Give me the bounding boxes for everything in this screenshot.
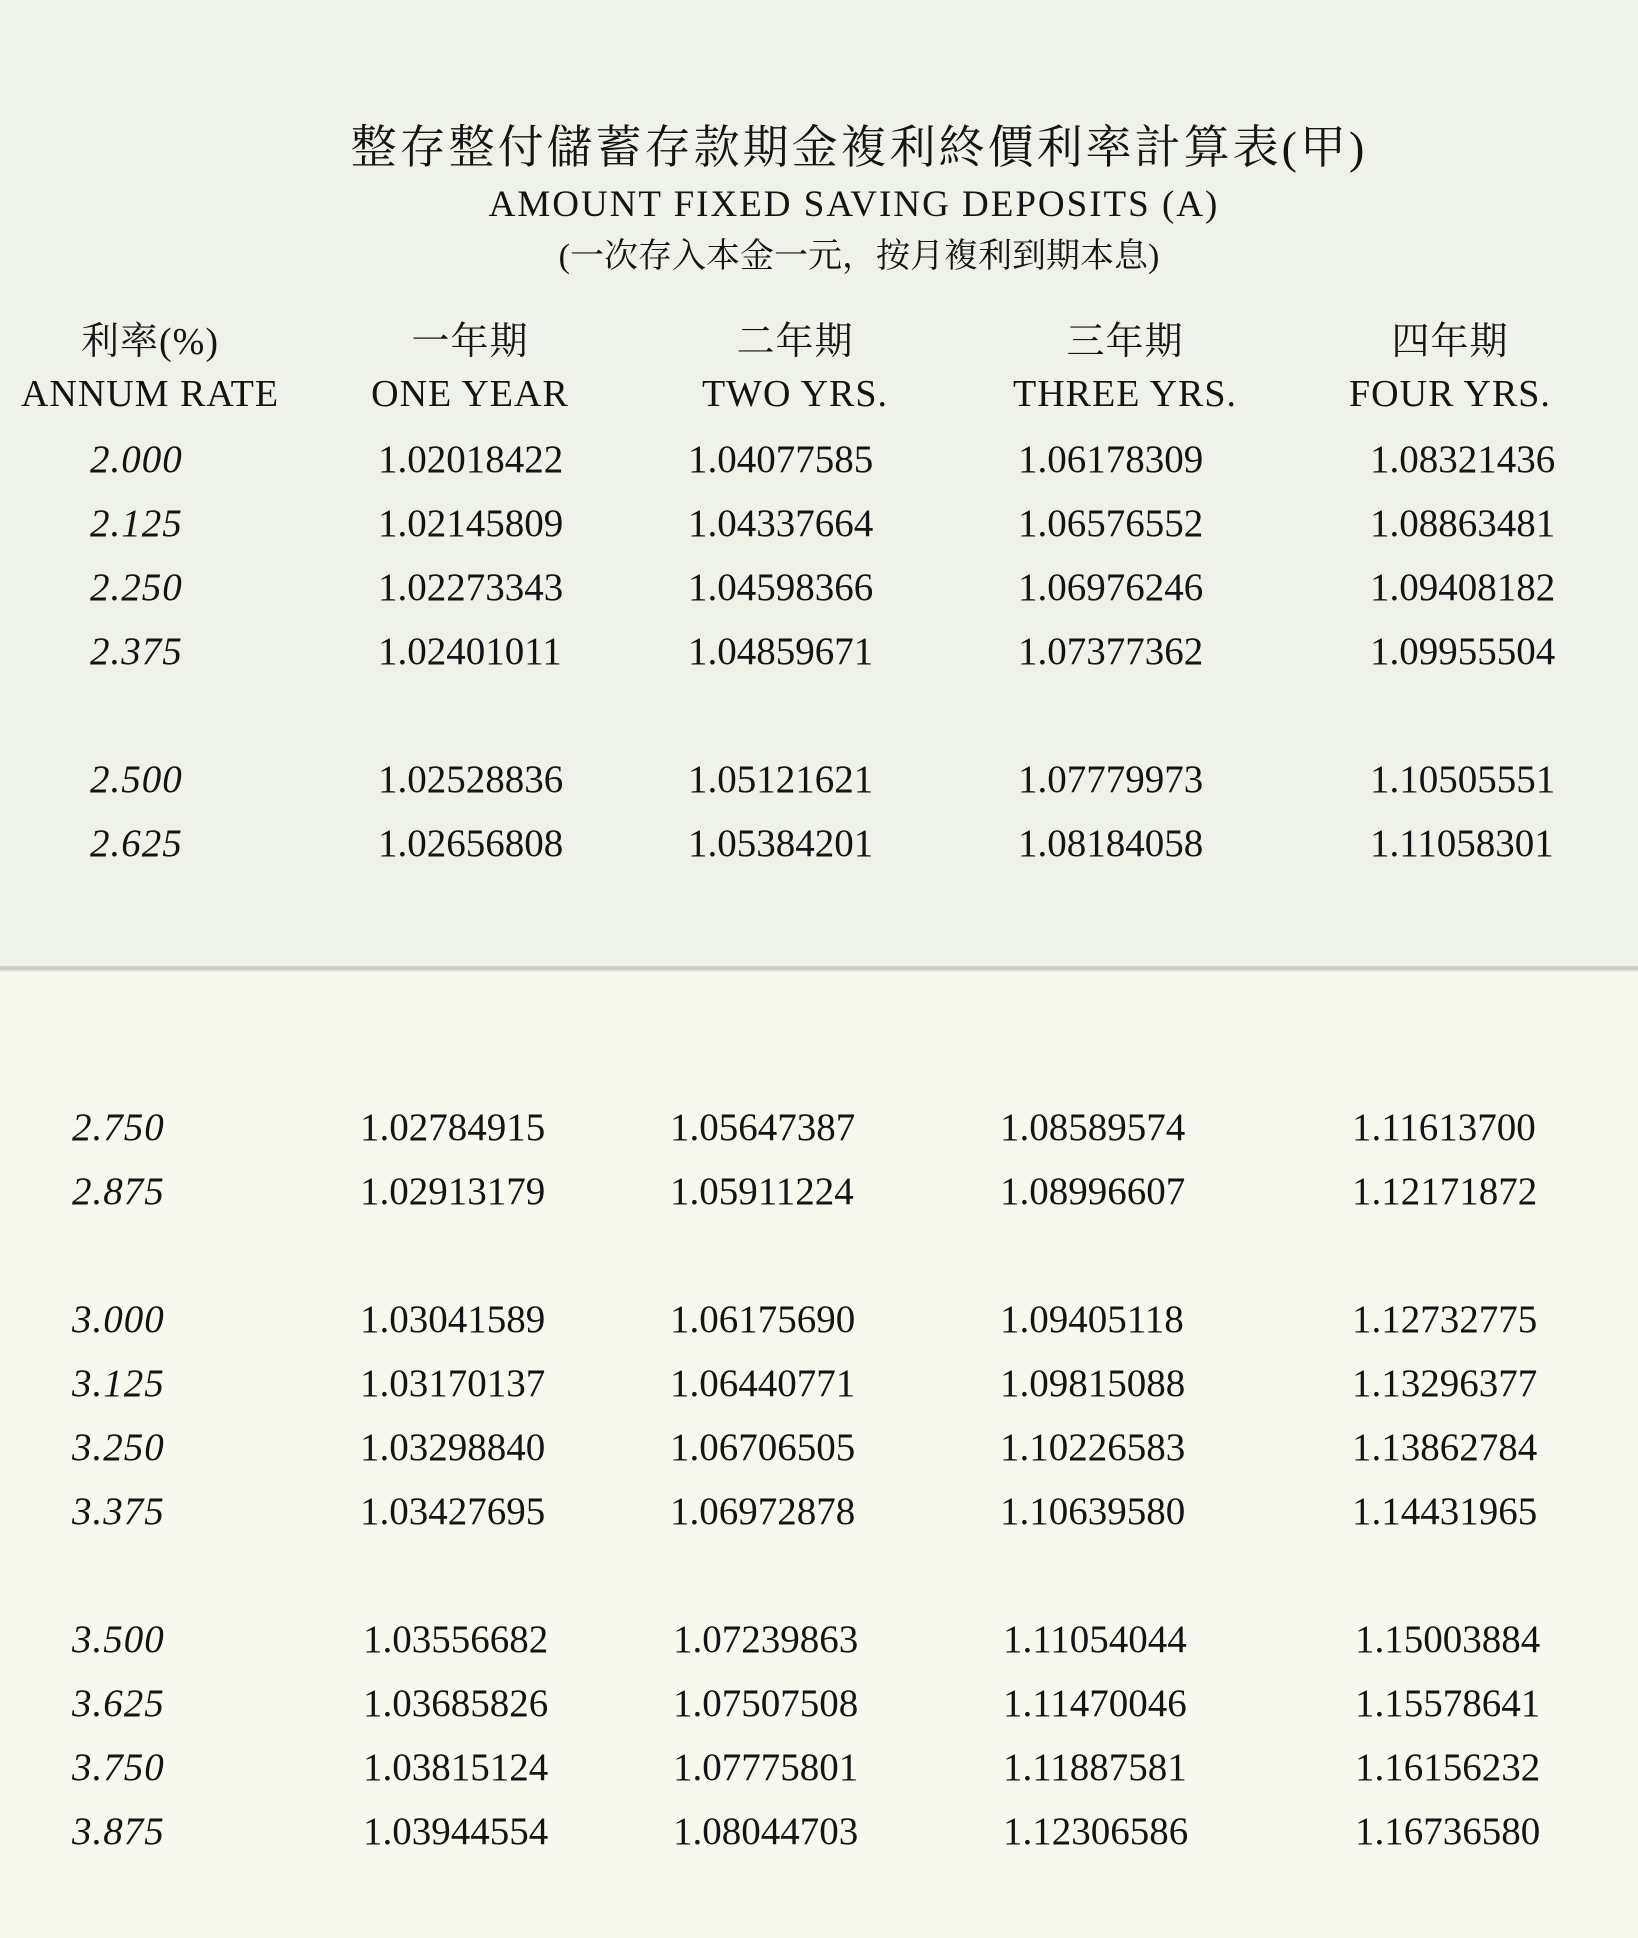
three-years-cell: 1.06178309 [1018,438,1204,481]
table-row [0,1612,1638,1668]
four-years-cell: 1.14431965 [1352,1490,1538,1533]
two-years-cell: 1.06175690 [670,1298,856,1341]
column-header-three-years [975,316,1275,420]
two-years-cell: 1.04337664 [688,502,874,545]
four-years-cell: 1.11058301 [1370,822,1554,865]
table-title-block [0,118,1638,282]
table-row [0,1420,1638,1476]
table-row [0,1804,1638,1860]
table-row [0,624,1638,680]
table-row [0,496,1638,552]
three-years-cell: 1.11470046 [1003,1682,1187,1725]
one-year-cell: 1.02913179 [360,1170,546,1213]
four-years-cell: 1.15578641 [1355,1682,1541,1725]
rate-cell: 3.875 [72,1810,165,1853]
one-year-cell: 1.02145809 [378,502,564,545]
column-header-four-years [1310,316,1590,420]
table-row [0,816,1638,872]
one-year-cell: 1.03427695 [360,1490,546,1533]
one-year-cell: 1.02401011 [378,630,562,673]
three-years-cell: 1.08184058 [1018,822,1204,865]
two-years-cell: 1.07239863 [673,1618,859,1661]
column-header-one-year [340,316,600,420]
two-years-cell: 1.05911224 [670,1170,854,1213]
four-years-cell: 1.12732775 [1352,1298,1538,1341]
table-row [0,1740,1638,1796]
header-en: FOUR YRS. [1349,373,1551,415]
one-year-cell: 1.02528836 [378,758,564,801]
one-year-cell: 1.03041589 [360,1298,546,1341]
three-years-cell: 1.10226583 [1000,1426,1186,1469]
four-years-cell: 1.16736580 [1355,1810,1541,1853]
header-en: ONE YEAR [371,373,569,415]
one-year-cell: 1.03298840 [360,1426,546,1469]
three-years-cell: 1.10639580 [1000,1490,1186,1533]
two-years-cell: 1.05121621 [688,758,874,801]
three-years-cell: 1.09405118 [1000,1298,1184,1341]
two-years-cell: 1.07507508 [673,1682,859,1725]
four-years-cell: 1.15003884 [1355,1618,1541,1661]
rate-cell: 3.625 [72,1682,165,1725]
rate-cell: 3.125 [72,1362,165,1405]
title-english: AMOUNT FIXED SAVING DEPOSITS (A) [488,184,1220,225]
four-years-cell: 1.12171872 [1352,1170,1538,1213]
rate-cell: 2.625 [90,822,183,865]
rate-cell: 2.375 [90,630,183,673]
two-years-cell: 1.08044703 [673,1810,859,1853]
table-row [0,1292,1638,1348]
rate-cell: 2.125 [90,502,183,545]
header-zh: 三年期 [1066,321,1184,363]
header-en: THREE YRS. [1013,373,1237,415]
rate-cell: 3.750 [72,1746,165,1789]
two-years-cell: 1.05647387 [670,1106,856,1149]
table-row [0,1164,1638,1220]
table-row [0,560,1638,616]
header-zh: 二年期 [736,321,854,363]
three-years-cell: 1.09815088 [1000,1362,1186,1405]
header-en: TWO YRS. [701,373,889,415]
column-header-rate [0,316,300,420]
table-row [0,1676,1638,1732]
two-years-cell: 1.04859671 [688,630,874,673]
two-years-cell: 1.06972878 [670,1490,856,1533]
three-years-cell: 1.11054044 [1003,1618,1187,1661]
four-years-cell: 1.10505551 [1370,758,1556,801]
rate-cell: 2.750 [72,1106,165,1149]
header-zh: 利率(%) [81,321,219,363]
rate-cell: 2.250 [90,566,183,609]
rate-cell: 3.375 [72,1490,165,1533]
header-zh: 四年期 [1391,321,1509,363]
table-row [0,1100,1638,1156]
three-years-cell: 1.08589574 [1000,1106,1186,1149]
table-row [0,752,1638,808]
table-row [0,432,1638,488]
page-fold-divider [0,966,1638,972]
one-year-cell: 1.02656808 [378,822,564,865]
three-years-cell: 1.07779973 [1018,758,1204,801]
three-years-cell: 1.08996607 [1000,1170,1186,1213]
four-years-cell: 1.09408182 [1370,566,1556,609]
one-year-cell: 1.02018422 [378,438,564,481]
one-year-cell: 1.03170137 [360,1362,546,1405]
one-year-cell: 1.02784915 [360,1106,546,1149]
one-year-cell: 1.03556682 [363,1618,549,1661]
three-years-cell: 1.06976246 [1018,566,1204,609]
two-years-cell: 1.07775801 [673,1746,859,1789]
table-row [0,1356,1638,1412]
one-year-cell: 1.03685826 [363,1682,549,1725]
three-years-cell: 1.11887581 [1003,1746,1187,1789]
two-years-cell: 1.04077585 [688,438,874,481]
rate-cell: 3.000 [72,1298,165,1341]
column-header-two-years [665,316,925,420]
rate-cell: 2.500 [90,758,183,801]
rate-cell: 2.000 [90,438,183,481]
rate-cell: 3.500 [72,1618,165,1661]
rate-cell: 2.875 [72,1170,165,1213]
table-row [0,1484,1638,1540]
one-year-cell: 1.03815124 [363,1746,549,1789]
four-years-cell: 1.08863481 [1370,502,1556,545]
rate-cell: 3.250 [72,1426,165,1469]
four-years-cell: 1.11613700 [1352,1106,1536,1149]
one-year-cell: 1.02273343 [378,566,564,609]
three-years-cell: 1.07377362 [1018,630,1204,673]
title-note: (一次存入本金一元，按月複利到期本息) [558,238,1160,275]
two-years-cell: 1.06440771 [670,1362,856,1405]
header-en: ANNUM RATE [20,373,280,415]
two-years-cell: 1.05384201 [688,822,874,865]
header-zh: 一年期 [411,321,529,363]
two-years-cell: 1.06706505 [670,1426,856,1469]
four-years-cell: 1.09955504 [1370,630,1556,673]
four-years-cell: 1.13296377 [1352,1362,1538,1405]
three-years-cell: 1.06576552 [1018,502,1204,545]
four-years-cell: 1.13862784 [1352,1426,1538,1469]
title-chinese: 整存整付儲蓄存款期金複利終價利率計算表(甲) [350,122,1368,173]
four-years-cell: 1.08321436 [1370,438,1556,481]
three-years-cell: 1.12306586 [1003,1810,1189,1853]
two-years-cell: 1.04598366 [688,566,874,609]
one-year-cell: 1.03944554 [363,1810,549,1853]
four-years-cell: 1.16156232 [1355,1746,1541,1789]
